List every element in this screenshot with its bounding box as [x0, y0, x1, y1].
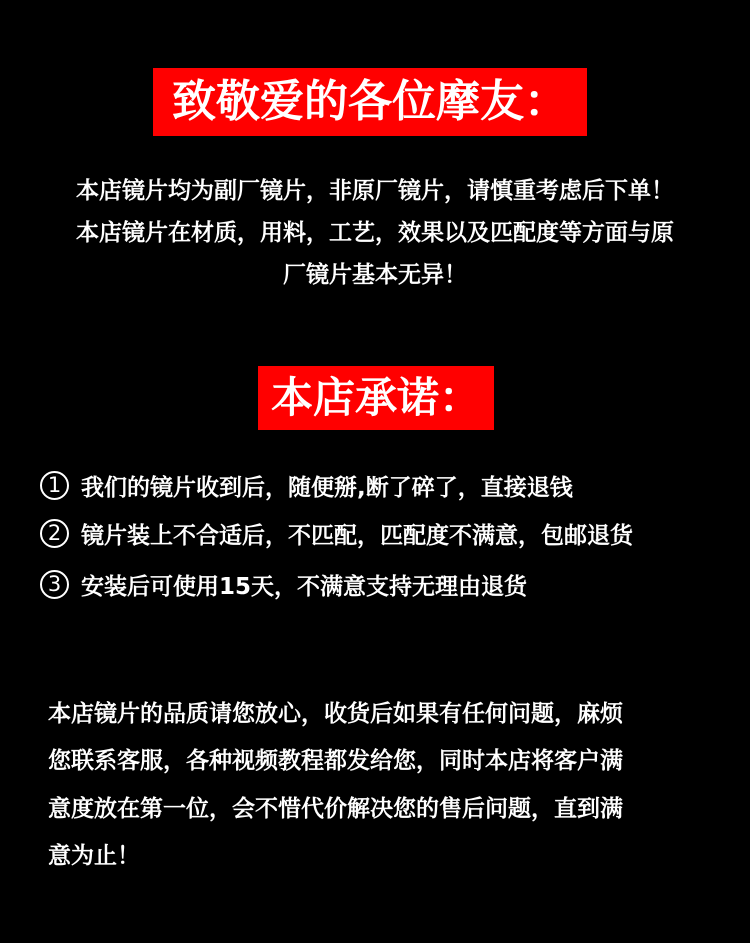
footer-line-3: 意度放在第一位，会不惜代价解决您的售后问题，直到满 — [48, 796, 623, 822]
promise-title-banner — [258, 366, 494, 430]
footer-line-1: 本店镜片的品质请您放心，收货后如果有任何问题，麻烦 — [48, 701, 623, 727]
promise-item-3 — [40, 568, 527, 600]
circled-number-3: 3 — [40, 570, 69, 599]
promise-text-3: 安装后可使用15天，不满意支持无理由退货 — [81, 573, 528, 600]
circled-number-2: 2 — [40, 519, 69, 548]
intro-line-2: 本店镜片在材质，用料，工艺，效果以及匹配度等方面与原 — [76, 220, 674, 246]
circled-number-1: 1 — [40, 471, 69, 500]
footer-line-2: 您联系客服，各种视频教程都发给您，同时本店将客户满 — [48, 748, 623, 774]
intro-line-3: 厂镜片基本无异！ — [283, 262, 467, 288]
promise-item-2 — [40, 517, 633, 549]
promise-text-1: 我们的镜片收到后，随便掰,断了碎了，直接退钱 — [81, 474, 573, 501]
promise-item-1 — [40, 469, 573, 501]
promise-text-2: 镜片装上不合适后，不匹配，匹配度不满意，包邮退货 — [81, 522, 633, 549]
promise-title: 本店承诺： — [270, 373, 481, 422]
greeting-title: 致敬爱的各位摩友： — [172, 76, 568, 127]
intro-line-1: 本店镜片均为副厂镜片，非原厂镜片，请慎重考虑后下单！ — [76, 178, 674, 204]
greeting-title-banner — [153, 68, 587, 136]
footer-line-4: 意为止！ — [48, 843, 140, 869]
